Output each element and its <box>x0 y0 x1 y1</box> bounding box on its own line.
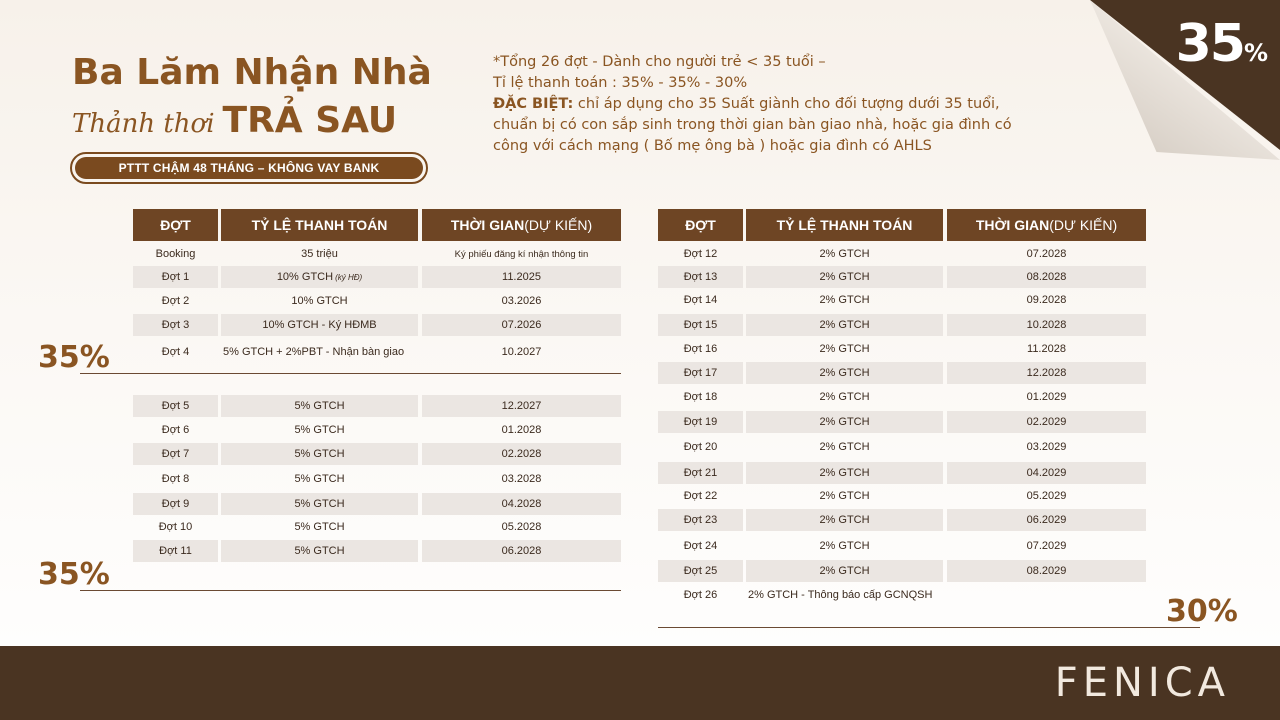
cell-time-text: 02.2028 <box>501 448 542 460</box>
cell-rate <box>746 338 943 360</box>
corner-percent-number: 35 <box>1175 14 1244 74</box>
cell-rate <box>221 395 418 417</box>
table-row <box>658 509 1146 531</box>
cell-dot: Đợt 7 <box>133 443 218 465</box>
cell-rate-text: 2% GTCH <box>819 490 870 502</box>
cell-rate-text: 35 triệu <box>301 248 338 260</box>
header-cell-time <box>947 209 1146 241</box>
table-row <box>658 436 1146 458</box>
table-header <box>133 209 621 241</box>
cell-time-text: 05.2028 <box>501 521 542 533</box>
cell-dot: Đợt 15 <box>658 314 743 336</box>
cell-dot: Đợt 19 <box>658 411 743 433</box>
cell-rate-text: 2% GTCH <box>819 565 870 577</box>
cell-dot: Booking <box>155 248 196 260</box>
cell-rate <box>746 535 943 557</box>
cell-dot: Đợt 8 <box>161 473 190 485</box>
cell-rate-text: 5% GTCH <box>294 545 345 557</box>
cell-time <box>422 266 621 288</box>
table-row <box>133 341 621 363</box>
cell-dot: Đợt 5 <box>133 395 218 417</box>
cell-rate-text: 2% GTCH <box>819 467 870 479</box>
header-cell-rate: TỶ LỆ THANH TOÁN <box>746 209 943 241</box>
cell-rate <box>746 243 943 265</box>
cell-time <box>422 540 621 562</box>
note-line-2: Tỉ lệ thanh toán : 35% - 35% - 30% <box>493 75 748 91</box>
cell-time <box>422 243 621 265</box>
payment-terms-pill <box>70 152 428 184</box>
cell-rate-text: 2% GTCH <box>819 514 870 526</box>
cell-time <box>947 462 1146 484</box>
note-line-3-text: chỉ áp dụng cho 35 Suất giành cho đối tượng dưới 35 tuổi, <box>573 96 1000 112</box>
header-time-light: (DỰ KIẾN) <box>524 217 593 233</box>
cell-dot: Đợt 4 <box>161 346 190 358</box>
cell-time-text: 08.2029 <box>1026 565 1067 577</box>
special-label: ĐẶC BIỆT: <box>493 96 574 112</box>
cell-time <box>947 535 1146 557</box>
header-time-bold: THỜI GIAN <box>975 217 1050 233</box>
table-row <box>658 411 1146 433</box>
cell-dot: Đợt 14 <box>683 294 718 306</box>
header-cell-dot: ĐỢT <box>133 209 218 241</box>
cell-rate-text: 2% GTCH <box>819 271 870 283</box>
cell-rate <box>221 314 418 336</box>
cell-time <box>422 468 621 490</box>
cell-dot: Đợt 23 <box>658 509 743 531</box>
cell-rate <box>746 362 943 384</box>
cell-rate-text: 2% GTCH <box>819 416 870 428</box>
cell-rate <box>746 266 943 288</box>
table-row <box>658 338 1146 360</box>
cell-time-text: 04.2029 <box>1026 467 1067 479</box>
cell-time-text: 07.2029 <box>1026 540 1067 552</box>
cell-time <box>947 584 1146 606</box>
cell-rate <box>746 386 943 408</box>
cell-rate-text: 5% GTCH <box>294 448 345 460</box>
cell-rate-text: 5% GTCH + 2%PBT - Nhận bàn giao <box>223 346 405 358</box>
cell-dot: Đợt 26 <box>683 589 718 601</box>
cell-rate <box>221 243 418 265</box>
cell-time <box>422 341 621 363</box>
cell-time-text: Ký phiếu đăng kí nhận thông tin <box>454 248 589 260</box>
table-row <box>133 443 621 465</box>
table-row <box>658 584 1146 606</box>
cell-rate-text: 2% GTCH <box>819 343 870 355</box>
table-row <box>658 462 1146 484</box>
cell-dot: Đợt 11 <box>133 540 218 562</box>
cell-dot: Đợt 3 <box>133 314 218 336</box>
page-title: Ba Lăm Nhận Nhà <box>72 52 432 93</box>
cell-time <box>422 419 621 441</box>
cell-rate-text: 2% GTCH - Thông báo cấp GCNQSH <box>748 589 933 601</box>
cell-dot: Đợt 9 <box>133 493 218 515</box>
cell-time-text: 11.2028 <box>1027 343 1066 355</box>
cell-time-text: 09.2028 <box>1026 294 1067 306</box>
table-row <box>133 419 621 441</box>
cell-time <box>947 338 1146 360</box>
cell-rate-text: 2% GTCH <box>819 367 870 379</box>
table-row <box>658 386 1146 408</box>
cell-rate <box>221 493 418 515</box>
cell-time-text: 12.2028 <box>1026 367 1067 379</box>
payment-schedule-table-right <box>658 209 1146 609</box>
table-row <box>133 395 621 417</box>
table-row <box>658 362 1146 384</box>
cell-rate <box>746 289 943 311</box>
cell-rate-text: 2% GTCH <box>819 391 870 403</box>
cell-rate-text: 5% GTCH <box>294 473 345 485</box>
cell-rate-text: 5% GTCH <box>294 400 345 412</box>
cell-rate <box>746 509 943 531</box>
cell-time <box>947 266 1146 288</box>
note-line-1: *Tổng 26 đợt - Dành cho người trẻ < 35 tuổi – <box>493 54 826 70</box>
header-cell-rate: TỶ LỆ THANH TOÁN <box>221 209 418 241</box>
cell-time-text: 03.2029 <box>1026 441 1067 453</box>
cell-time <box>947 386 1146 408</box>
cell-time-text: 10.2028 <box>1026 319 1067 331</box>
cell-time <box>947 362 1146 384</box>
payment-schedule-table-left <box>133 209 621 569</box>
cell-time-text: 10.2027 <box>501 346 542 358</box>
cell-time <box>422 314 621 336</box>
cell-time-text: 12.2027 <box>501 400 542 412</box>
cell-time-text: 01.2028 <box>501 424 542 436</box>
note-line-3 <box>493 94 1083 115</box>
cell-rate <box>221 419 418 441</box>
cell-dot: Đợt 21 <box>658 462 743 484</box>
table-header <box>658 209 1146 241</box>
cell-rate <box>746 584 943 606</box>
cell-rate <box>746 411 943 433</box>
header-cell-dot: ĐỢT <box>658 209 743 241</box>
cell-rate <box>221 290 418 312</box>
cell-dot: Đợt 6 <box>161 424 190 436</box>
cell-rate-text: 2% GTCH <box>819 319 870 331</box>
cell-dot: Đợt 20 <box>683 441 718 453</box>
cell-time-text: 03.2026 <box>501 295 542 307</box>
cell-time <box>422 516 621 538</box>
cell-rate <box>221 341 418 363</box>
cell-rate-text: 10% GTCH - Ký HĐMB <box>262 319 377 331</box>
cell-time-text: 11.2025 <box>502 271 541 283</box>
cell-rate-text: 10% GTCH <box>291 295 348 307</box>
cell-rate <box>221 443 418 465</box>
header-time-bold: THỜI GIAN <box>450 217 525 233</box>
cell-time <box>947 509 1146 531</box>
table-row <box>133 516 621 538</box>
cell-rate <box>221 468 418 490</box>
cell-rate <box>746 485 943 507</box>
cell-rate-text: 2% GTCH <box>819 294 870 306</box>
cell-time-text: 04.2028 <box>501 498 542 510</box>
cell-rate-text: 5% GTCH <box>294 521 345 533</box>
cell-time <box>947 560 1146 582</box>
table-row <box>658 535 1146 557</box>
cell-rate-text: 10% GTCH <box>276 271 334 283</box>
cell-dot: Đợt 10 <box>158 521 193 533</box>
cell-time-text: 05.2029 <box>1026 490 1067 502</box>
cell-rate-text: 5% GTCH <box>294 498 345 510</box>
cell-rate <box>221 266 418 288</box>
phase-divider-3 <box>658 627 1200 628</box>
corner-percent-badge <box>1176 14 1268 74</box>
subtitle-bold: TRẢ SAU <box>222 100 398 141</box>
cell-dot: Đợt 17 <box>658 362 743 384</box>
table-row <box>658 266 1146 288</box>
payment-terms-label: PTTT CHẬM 48 THÁNG – KHÔNG VAY BANK <box>75 157 423 179</box>
cell-time <box>422 290 621 312</box>
table-row <box>133 468 621 490</box>
corner-percent-sign: % <box>1243 39 1268 67</box>
cell-time-text: 03.2028 <box>501 473 542 485</box>
table-row <box>658 314 1146 336</box>
table-row <box>133 314 621 336</box>
table-row <box>133 493 621 515</box>
table-row <box>133 266 621 288</box>
cell-rate <box>746 462 943 484</box>
cell-time <box>947 485 1146 507</box>
table-row <box>133 290 621 312</box>
cell-time <box>422 395 621 417</box>
cell-dot: Đợt 16 <box>683 343 718 355</box>
header-time-light: (DỰ KIẾN) <box>1049 217 1118 233</box>
cell-rate-text: 5% GTCH <box>294 424 345 436</box>
cell-rate-text: 2% GTCH <box>819 540 870 552</box>
cell-time-text: 02.2029 <box>1026 416 1067 428</box>
cell-time-text: 01.2029 <box>1026 391 1067 403</box>
conditions-note <box>493 52 1083 157</box>
cell-time <box>947 411 1146 433</box>
cell-time <box>947 314 1146 336</box>
subtitle-script: Thảnh thơi <box>72 109 215 139</box>
cell-time <box>947 289 1146 311</box>
cell-dot: Đợt 18 <box>683 391 718 403</box>
cell-time <box>422 443 621 465</box>
table-row <box>658 243 1146 265</box>
cell-time <box>947 436 1146 458</box>
table-row <box>658 485 1146 507</box>
cell-time-text: 06.2028 <box>501 545 542 557</box>
cell-dot: Đợt 12 <box>683 248 718 260</box>
note-line-4: chuẩn bị có con sắp sinh trong thời gian bàn giao nhà, hoặc gia đình có <box>493 117 1012 133</box>
phase-divider-1 <box>80 373 621 374</box>
cell-rate <box>746 436 943 458</box>
cell-dot: Đợt 2 <box>161 295 190 307</box>
cell-time <box>422 493 621 515</box>
table-row <box>133 243 621 265</box>
note-line-5: công với cách mạng ( Bố mẹ ông bà ) hoặc gia đình có AHLS <box>493 138 932 154</box>
cell-dot: Đợt 25 <box>658 560 743 582</box>
cell-rate <box>221 540 418 562</box>
cell-dot: Đợt 24 <box>683 540 718 552</box>
phase-label-1: 35% <box>38 340 110 375</box>
phase-divider-2 <box>80 590 621 591</box>
cell-time-text: 06.2029 <box>1026 514 1067 526</box>
cell-rate-text: 2% GTCH <box>819 441 870 453</box>
cell-rate <box>746 314 943 336</box>
table-row <box>133 540 621 562</box>
page-subtitle <box>72 100 397 141</box>
cell-dot: Đợt 22 <box>683 490 718 502</box>
cell-time-text: 07.2026 <box>501 319 542 331</box>
cell-time <box>947 243 1146 265</box>
cell-rate-note: (ký HĐ) <box>335 272 363 282</box>
phase-label-2: 35% <box>38 557 110 592</box>
cell-time-text: 07.2028 <box>1026 248 1067 260</box>
brand-logo: FENICA <box>1054 660 1230 706</box>
table-row <box>658 289 1146 311</box>
phase-label-3: 30% <box>1166 594 1238 629</box>
cell-rate-text: 2% GTCH <box>819 248 870 260</box>
header-cell-time <box>422 209 621 241</box>
cell-rate <box>221 516 418 538</box>
table-row <box>658 560 1146 582</box>
cell-time-text: 08.2028 <box>1026 271 1067 283</box>
cell-dot: Đợt 13 <box>658 266 743 288</box>
cell-dot: Đợt 1 <box>133 266 218 288</box>
cell-rate <box>746 560 943 582</box>
